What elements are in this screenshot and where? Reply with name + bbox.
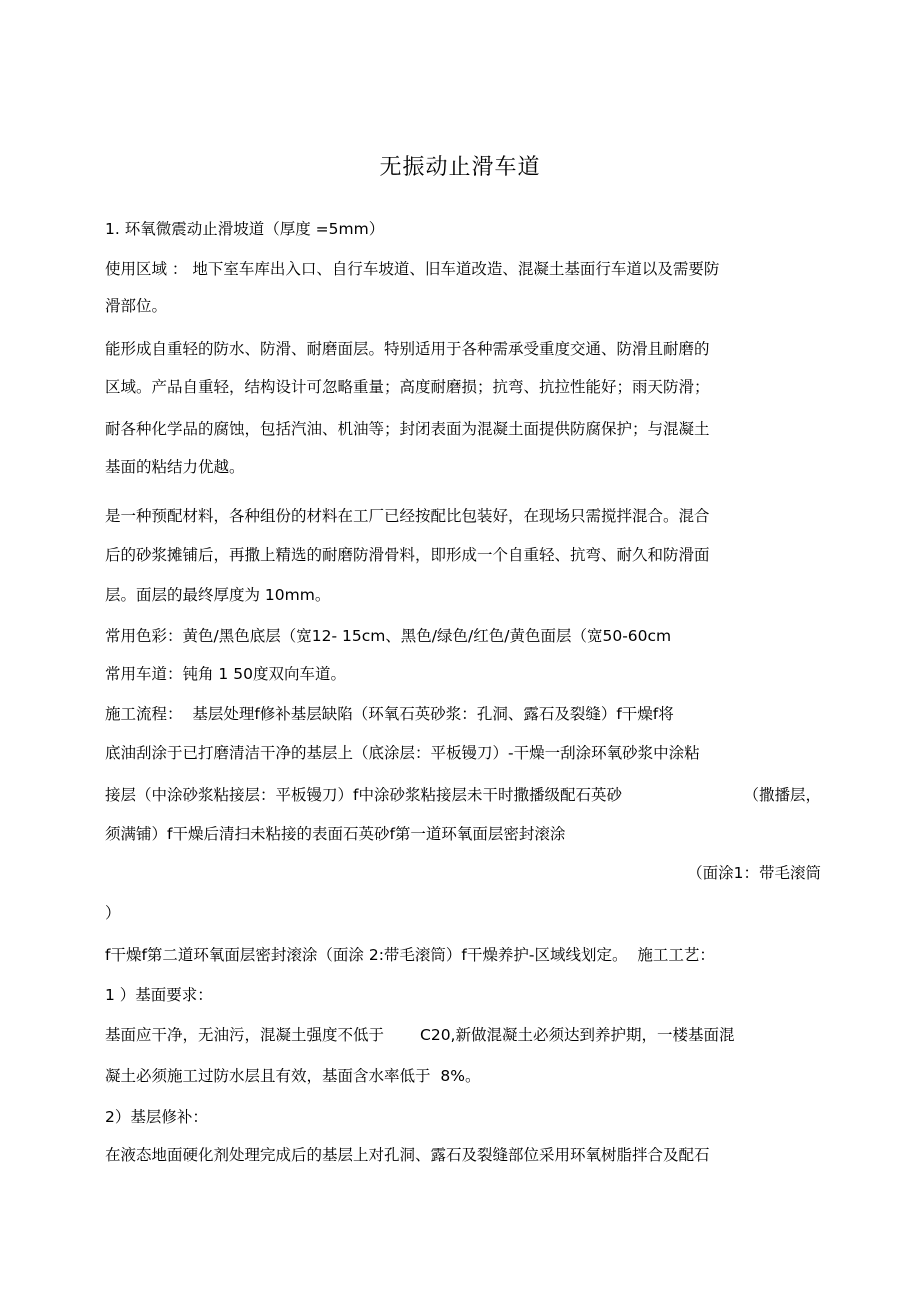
paragraph-line-right: （面涂1：带毛滚筒 xyxy=(687,864,821,882)
paragraph-line: 底油刮涂于已打磨清洁干净的基层上（底涂层：平板镘刀）-干燥一刮涂环氧砂浆中涂粘 xyxy=(105,744,700,762)
paragraph-segment: 基面应干净，无油污，混凝土强度不低于 xyxy=(105,1026,385,1044)
subheading: 2）基层修补： xyxy=(105,1108,208,1126)
paragraph-line: 基面的粘结力优越。 xyxy=(105,458,245,476)
paragraph-line: 能形成自重轻的防水、防滑、耐磨面层。特别适用于各种需承受重度交通、防滑且耐磨的 xyxy=(105,340,710,358)
paragraph-line: 耐各种化学品的腐蚀，包括汽油、机油等；封闭表面为混凝土面提供防腐保护；与混凝土 xyxy=(105,420,710,438)
paragraph-line: 后的砂浆摊铺后，再撒上精选的耐磨防滑骨料，即形成一个自重轻、抗弯、耐久和防滑面 xyxy=(105,546,710,564)
paragraph-line: 施工流程： 基层处理f修补基层缺陷（环氧石英砂浆：孔洞、露石及裂缝）f干燥f将 xyxy=(105,705,674,723)
paragraph-line: 须满铺）f干燥后清扫未粘接的表面石英砂f第一道环氧面层密封滚涂 xyxy=(105,825,566,843)
paragraph-line: 是一种预配材料，各种组份的材料在工厂已经按配比包装好，在现场只需搅拌混合。混合 xyxy=(105,507,710,525)
paragraph-line: 使用区域 ： 地下室车库出入口、自行车坡道、旧车道改造、混凝土基面行车道以及需要防 xyxy=(105,260,720,278)
page-title: 无振动止滑车道 xyxy=(379,155,541,180)
paragraph-line: 区域。产品自重轻，结构设计可忽略重量；高度耐磨损；抗弯、抗拉性能好；雨天防滑； xyxy=(105,378,710,396)
paragraph-line: 滑部位。 xyxy=(105,297,168,315)
paragraph-line: 常用色彩：黄色/黑色底层（宽12- 15cm、黑色/绿色/红色/黄色面层（宽50-60cm xyxy=(105,627,672,645)
paragraph-line-right: （撒播层， xyxy=(743,786,821,804)
subheading: 1 ）基面要求： xyxy=(105,986,213,1004)
paragraph-line: ） xyxy=(105,904,121,922)
paragraph-line: 凝土必须施工过防水层且有效，基面含水率低于 8%。 xyxy=(105,1067,481,1085)
paragraph-line: 接层（中涂砂浆粘接层：平板镘刀）f中涂砂浆粘接层未干时撒播级配石英砂 xyxy=(105,786,622,804)
section-heading: 1. 环氧微震动止滑坡道（厚度 =5mm） xyxy=(105,220,385,238)
paragraph-line: 常用车道：钝角 1 50度双向车道。 xyxy=(105,665,346,683)
paragraph-line: 层。面层的最终厚度为 10mm。 xyxy=(105,586,331,604)
paragraph-line xyxy=(105,1023,735,1047)
paragraph-line: f干燥f第二道环氧面层密封滚涂（面涂 2:带毛滚筒）f干燥养护-区域线划定。 施工工艺： xyxy=(105,946,715,964)
paragraph-segment: C20,新做混凝土必须达到养护期，一楼基面混 xyxy=(420,1026,735,1044)
paragraph-line: 在液态地面硬化剂处理完成后的基层上对孔洞、露石及裂缝部位采用环氧树脂拌合及配石 xyxy=(105,1146,710,1164)
